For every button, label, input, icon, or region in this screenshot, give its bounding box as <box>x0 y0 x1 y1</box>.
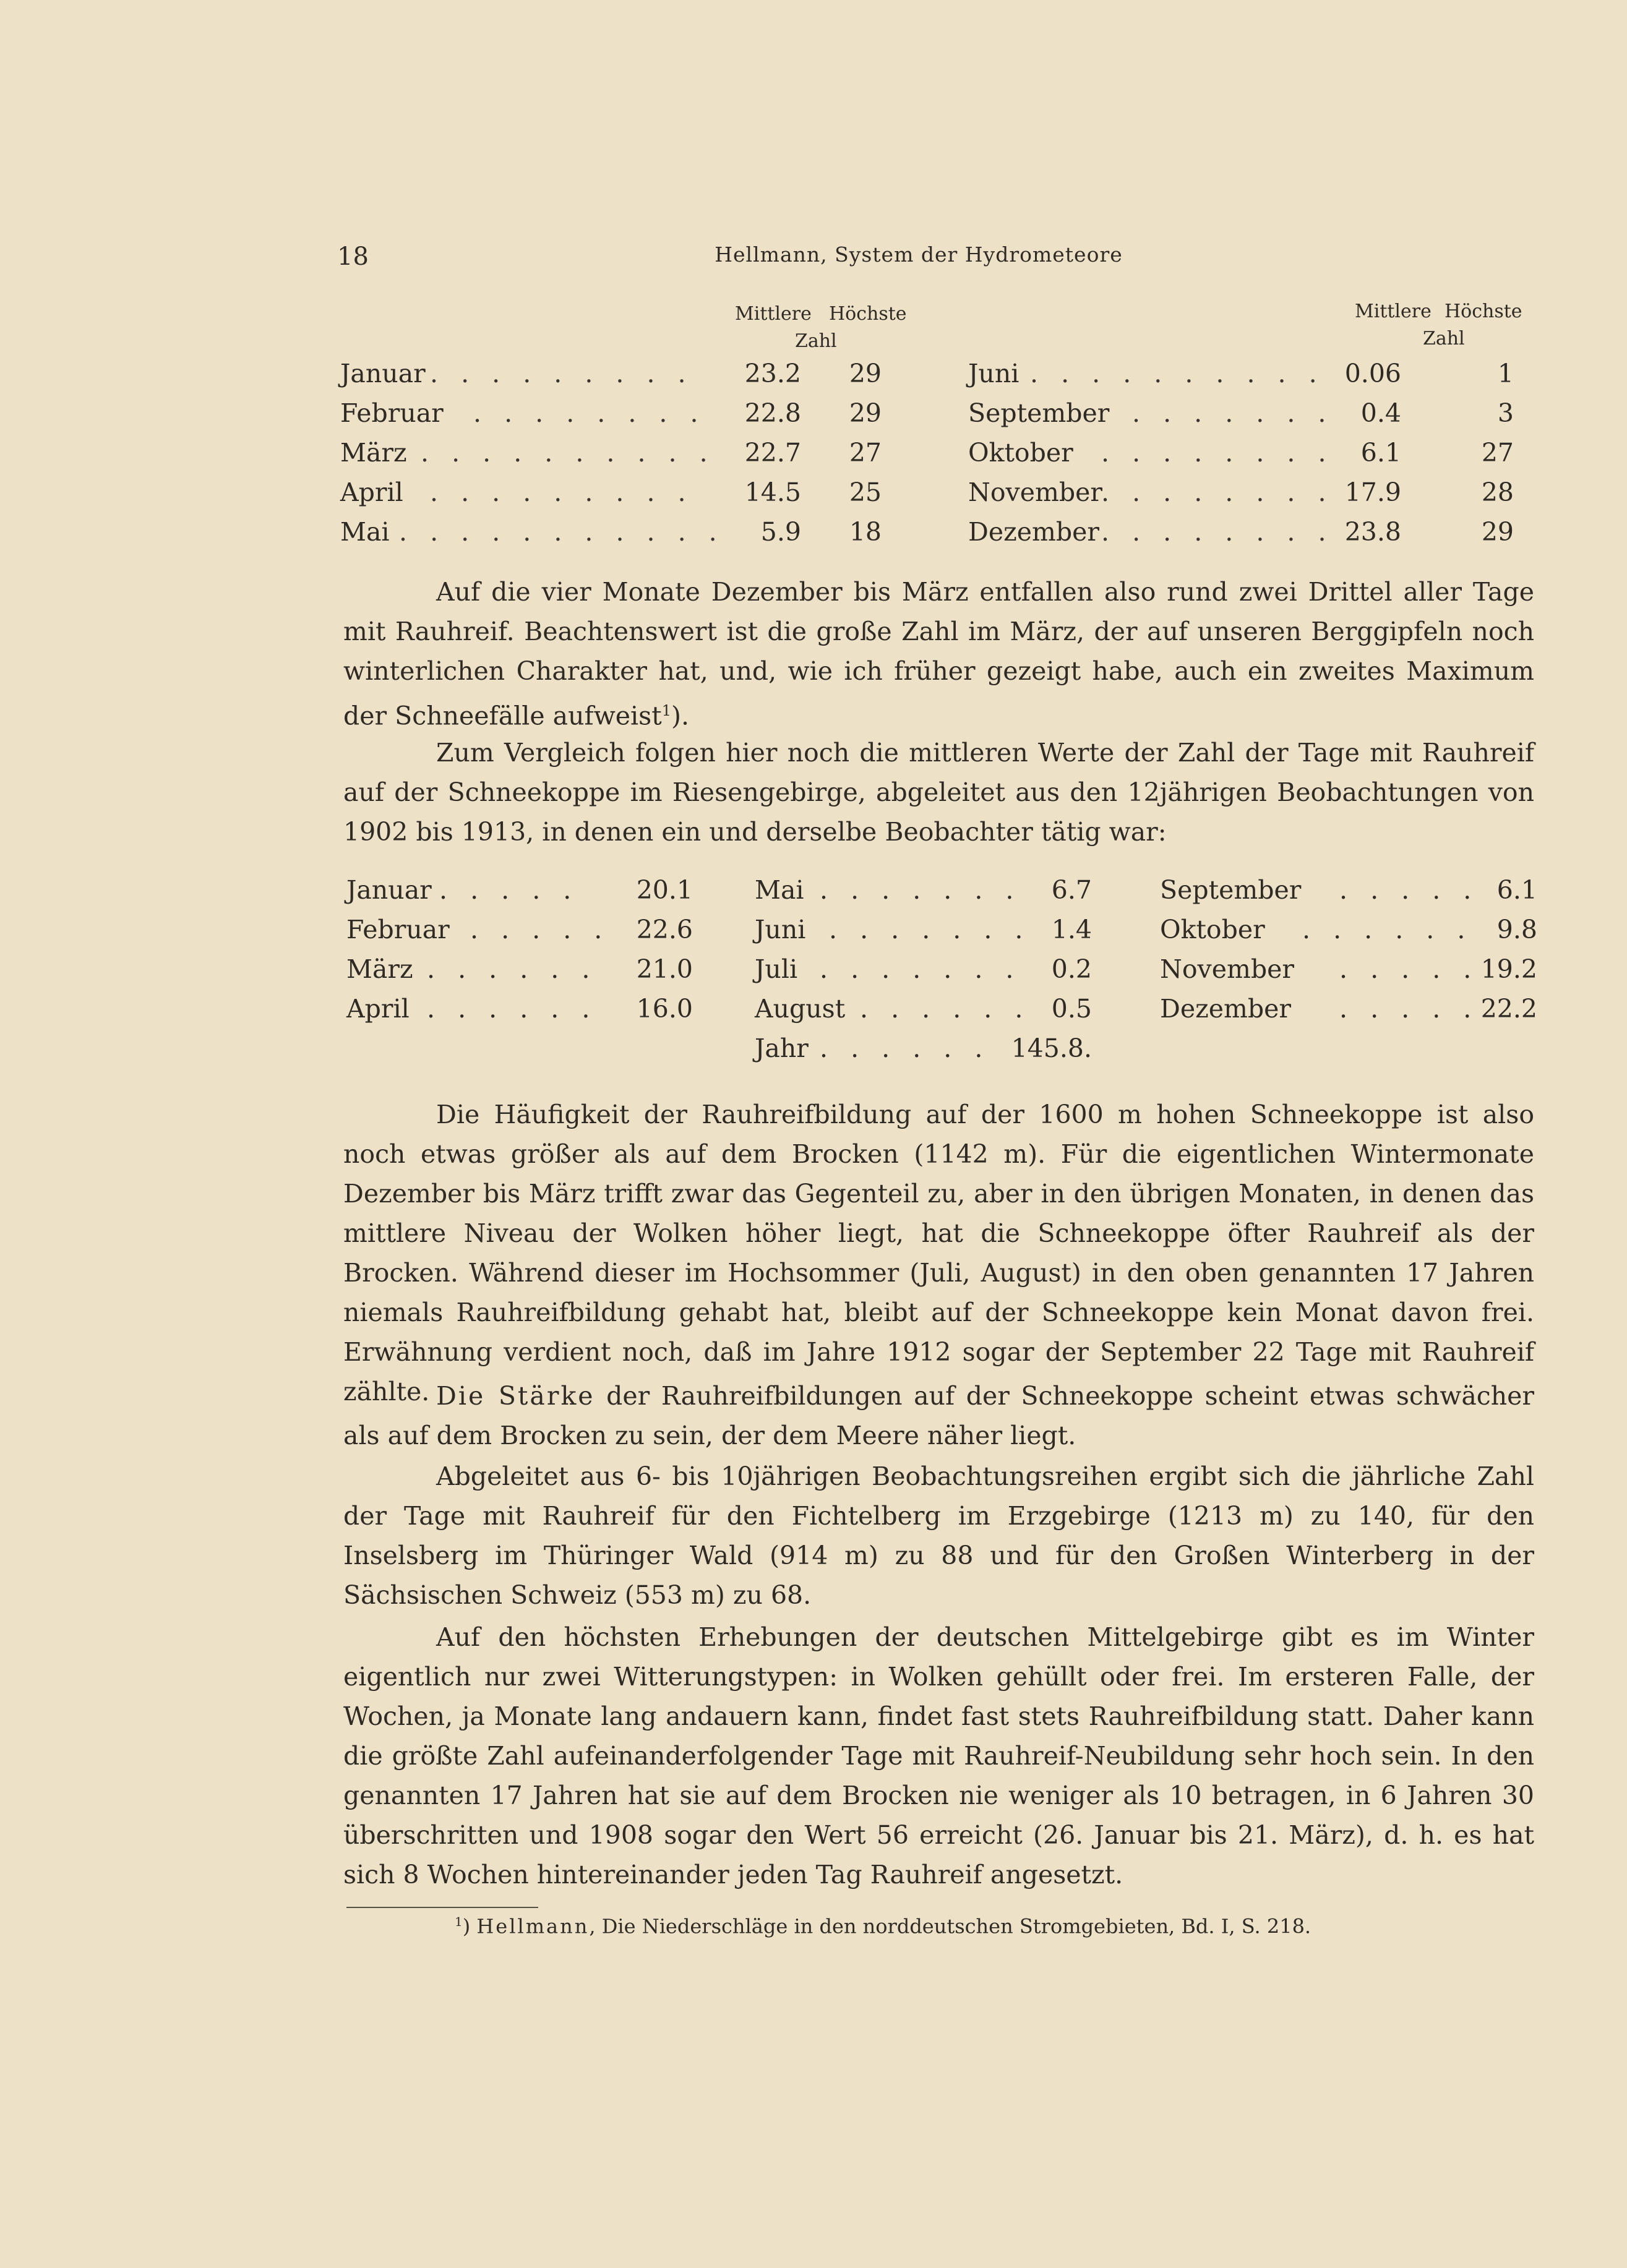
footnote-text: , Die Niederschläge in den norddeutschen Stromgebieten, Bd. I, S. 218. <box>589 1914 1311 1938</box>
paragraph-2 <box>343 733 1534 852</box>
brocken-table-right <box>968 303 1531 557</box>
mittlere-value: 23.8 <box>1344 517 1401 547</box>
leader-dots: . . . . . . . . <box>473 398 706 428</box>
month-label: Dezember <box>968 517 1099 547</box>
leader-dots: . . . . . <box>1339 875 1479 905</box>
paragraph-6 <box>343 1617 1534 1894</box>
month-label: Oktober <box>1160 915 1265 944</box>
month-label: November <box>1160 954 1294 984</box>
header-zahl: Zahl <box>795 330 837 352</box>
table-cell <box>755 1033 1092 1073</box>
table-row <box>968 359 1531 398</box>
month-label: April <box>346 994 410 1024</box>
page-number: 18 <box>337 242 369 271</box>
leader-dots: . . . . . . <box>427 954 598 984</box>
table-row <box>968 438 1531 477</box>
header-mittlere: Mittlere <box>735 303 812 325</box>
month-label: Juli <box>755 954 798 984</box>
emphasized-lead: Die Stärke <box>436 1381 595 1411</box>
month-label: Dezember <box>1160 994 1291 1024</box>
running-head: Hellmann, System der Hydrometeore <box>715 242 1123 267</box>
month-value: 20.1 <box>636 875 693 905</box>
paragraph-text: Zum Vergleich folgen hier noch die mittleren Werte der Zahl der Tage mit Rauhreif auf der Schneekoppe im Riesengebirge, abgeleitet aus den 12jährigen Beobachtungen von 1902 bis 1913, in denen ein und derselbe Beobachter tätig war: <box>343 738 1534 847</box>
mittlere-value: 17.9 <box>1344 477 1401 507</box>
paragraph-text: Abgeleitet aus 6- bis 10jährigen Beobachtungsreihen ergibt sich die jährliche Zahl der Tage mit Rauhreif für den Fichtelberg im Erzgebirge (1213 m) zu 140, für den Inselsberg im Thüringer Wald (914 m) zu 88 und für den Großen Winterberg in der Sächsischen Schweiz (553 m) zu 68. <box>343 1461 1534 1610</box>
month-value: 1.4 <box>1051 915 1092 944</box>
month-value: 22.2 <box>1480 994 1537 1024</box>
leader-dots: . . . . . . . . . . <box>421 438 715 468</box>
paragraph-end: ). <box>671 701 689 731</box>
leader-dots: . . . . . . . . . <box>430 477 693 507</box>
footnote-marker: 1 <box>455 1914 463 1929</box>
header-hoechste: Höchste <box>829 303 907 325</box>
table-cell <box>346 915 693 954</box>
mittlere-value: 22.8 <box>744 398 801 428</box>
table-column-header <box>968 303 1531 359</box>
schneekoppe-table <box>346 875 1537 1079</box>
header-zahl: Zahl <box>1423 328 1465 349</box>
leader-dots: . . . . . . . . . . . <box>399 517 724 547</box>
month-label: Juni <box>755 915 806 944</box>
month-label: November <box>968 477 1102 507</box>
table-row <box>968 477 1531 517</box>
leader-dots: . . . . . . <box>427 994 598 1024</box>
leader-dots: . . . . . . . . . <box>430 359 693 388</box>
month-value: 21.0 <box>636 954 693 984</box>
leader-dots: . . . . . <box>1339 994 1479 1024</box>
mittlere-value: 0.4 <box>1360 398 1401 428</box>
month-label: März <box>346 954 413 984</box>
paragraph-text: Auf den höchsten Erhebungen der deutschen Mittelgebirge gibt es im Winter eigentlich nur zwei Witterungstypen: in Wolken gehüllt oder frei. Im ersteren Falle, der Wochen, ja Monate lang andauern kann, findet fast stets Rauhreifbildung statt. Daher kann die größte Zahl aufeinanderfolgender Tage mit Rauhreif-Neubildung sehr hoch sein. In den genannten 17 Jahren hat sie auf dem Brocken nie weniger als 10 betragen, in 6 Jahren 30 überschritten und 1908 sogar den Wert 56 erreicht (26. Januar bis 21. März), d. h. es hat sich 8 Wochen hintereinander jeden Tag Rauhreif angesetzt. <box>343 1622 1534 1889</box>
leader-dots: . . . . . . . <box>1132 398 1334 428</box>
month-label: September <box>968 398 1110 428</box>
table-cell <box>755 875 1092 915</box>
mittlere-value: 6.1 <box>1360 438 1401 468</box>
table-row <box>340 438 925 477</box>
month-value: 0.2 <box>1051 954 1092 984</box>
month-label: Mai <box>755 875 804 905</box>
leader-dots: . . . . . . <box>860 994 1031 1024</box>
table-cell <box>346 954 693 994</box>
mittlere-value: 23.2 <box>744 359 801 388</box>
paragraph-5 <box>343 1457 1534 1615</box>
month-label: April <box>340 477 403 507</box>
month-label: Februar <box>340 398 444 428</box>
hoechste-value: 3 <box>1497 398 1514 428</box>
table-row <box>340 398 925 438</box>
hoechste-value: 29 <box>849 398 882 428</box>
paragraph-text: der Rauhreifbildungen auf der Schneekoppe scheint etwas schwächer als auf dem Brocken zu sein, der dem Meere näher liegt. <box>343 1381 1534 1450</box>
paragraph-3 <box>343 1095 1534 1411</box>
footnote-marker: 1 <box>661 702 671 719</box>
table-cell <box>346 875 693 915</box>
leader-dots: . . . . . . . <box>829 915 1031 944</box>
table-cell <box>1160 915 1537 954</box>
mittlere-value: 14.5 <box>744 477 801 507</box>
hoechste-value: 25 <box>849 477 882 507</box>
month-label: September <box>1160 875 1302 905</box>
table-cell <box>1160 994 1537 1033</box>
brocken-table <box>340 303 1531 563</box>
month-value: 6.7 <box>1051 875 1092 905</box>
hoechste-value: 18 <box>849 517 882 547</box>
paragraph-4 <box>343 1376 1534 1455</box>
table-cell <box>1160 954 1537 994</box>
hoechste-value: 28 <box>1481 477 1514 507</box>
table-cell <box>755 954 1092 994</box>
table-cell <box>346 994 693 1033</box>
leader-dots: . . . . . . . . <box>1101 477 1334 507</box>
month-label: Januar <box>346 875 432 905</box>
leader-dots: . . . . . <box>439 875 579 905</box>
mittlere-value: 22.7 <box>744 438 801 468</box>
table-row <box>340 477 925 517</box>
leader-dots: . . . . . . . . <box>1101 438 1334 468</box>
leader-dots: . . . . . . <box>1302 915 1473 944</box>
leader-dots: . . . . . . . . <box>1101 517 1334 547</box>
hoechste-value: 27 <box>1481 438 1514 468</box>
month-label: Oktober <box>968 438 1073 468</box>
month-label: Februar <box>346 915 450 944</box>
month-label: Mai <box>340 517 390 547</box>
paragraph-1 <box>343 572 1534 736</box>
table-cell <box>755 915 1092 954</box>
month-label: Juni <box>968 359 1020 388</box>
month-value: 19.2 <box>1480 954 1537 984</box>
month-value: 6.1 <box>1496 875 1537 905</box>
hoechste-value: 29 <box>1481 517 1514 547</box>
month-value: 16.0 <box>636 994 693 1024</box>
month-label: August <box>755 994 846 1024</box>
leader-dots: . . . . . . . . . . <box>1030 359 1324 388</box>
table-row <box>340 517 925 557</box>
leader-dots: . . . . . . . <box>820 875 1021 905</box>
year-label: Jahr <box>755 1033 809 1063</box>
month-value: 22.6 <box>636 915 693 944</box>
month-label: März <box>340 438 407 468</box>
leader-dots: . . . . . <box>1339 954 1479 984</box>
leader-dots: . . . . . <box>470 915 610 944</box>
table-cell <box>1160 875 1537 915</box>
footnote-author: Hellmann <box>476 1914 590 1938</box>
month-label: Januar <box>340 359 426 388</box>
mittlere-value: 5.9 <box>760 517 801 547</box>
mittlere-value: 0.06 <box>1344 359 1401 388</box>
table-cell <box>755 994 1092 1033</box>
footnote-rule <box>346 1907 538 1908</box>
table-row <box>968 517 1531 557</box>
month-value: 9.8 <box>1496 915 1537 944</box>
brocken-table-left <box>340 303 925 557</box>
year-value: 145.8. <box>1011 1033 1092 1063</box>
paragraph-text: Auf die vier Monate Dezember bis März entfallen also rund zwei Drittel aller Tage mit Rauhreif. Beachtenswert ist die große Zahl im März, der auf unseren Berggipfeln noch winterlichen Charakter hat, und, wie ich früher gezeigt habe, auch ein zweites Maximum der Schneefälle aufweist <box>343 577 1534 731</box>
page-header <box>337 242 1500 280</box>
table-column-header <box>340 303 925 359</box>
month-value: 0.5 <box>1051 994 1092 1024</box>
hoechste-value: 27 <box>849 438 882 468</box>
hoechste-value: 29 <box>849 359 882 388</box>
hoechste-value: 1 <box>1497 359 1514 388</box>
table-row <box>968 398 1531 438</box>
table-row <box>340 359 925 398</box>
leader-dots: . . . . . . <box>820 1033 990 1063</box>
header-hoechste: Höchste <box>1445 301 1522 322</box>
paragraph-text: Die Häufigkeit der Rauhreifbildung auf der 1600 m hohen Schneekoppe ist also noch etwas größer als auf dem Brocken (1142 m). Für die eigentlichen Wintermonate Dezember bis März trifft zwar das Gegenteil zu, aber in den übrigen Monaten, in denen das mittlere Niveau der Wolken höher liegt, hat die Schneekoppe öfter Rauhreif als der Brocken. Während dieser im Hochsommer (Juli, August) in den oben genannten 17 Jahren niemals Rauhreifbildung gehabt hat, bleibt auf der Schneekoppe kein Monat davon frei. Erwähnung verdient noch, daß im Jahre 1912 sogar der September 22 Tage mit Rauhreif zählte. <box>343 1100 1534 1406</box>
leader-dots: . . . . . . . <box>820 954 1021 984</box>
footnote: $^1$) Hellmann, Die Niederschläge in den norddeutschen Stromgebieten, Bd. I, S. 218. <box>455 1914 1311 1938</box>
header-mittlere: Mittlere <box>1355 301 1432 322</box>
